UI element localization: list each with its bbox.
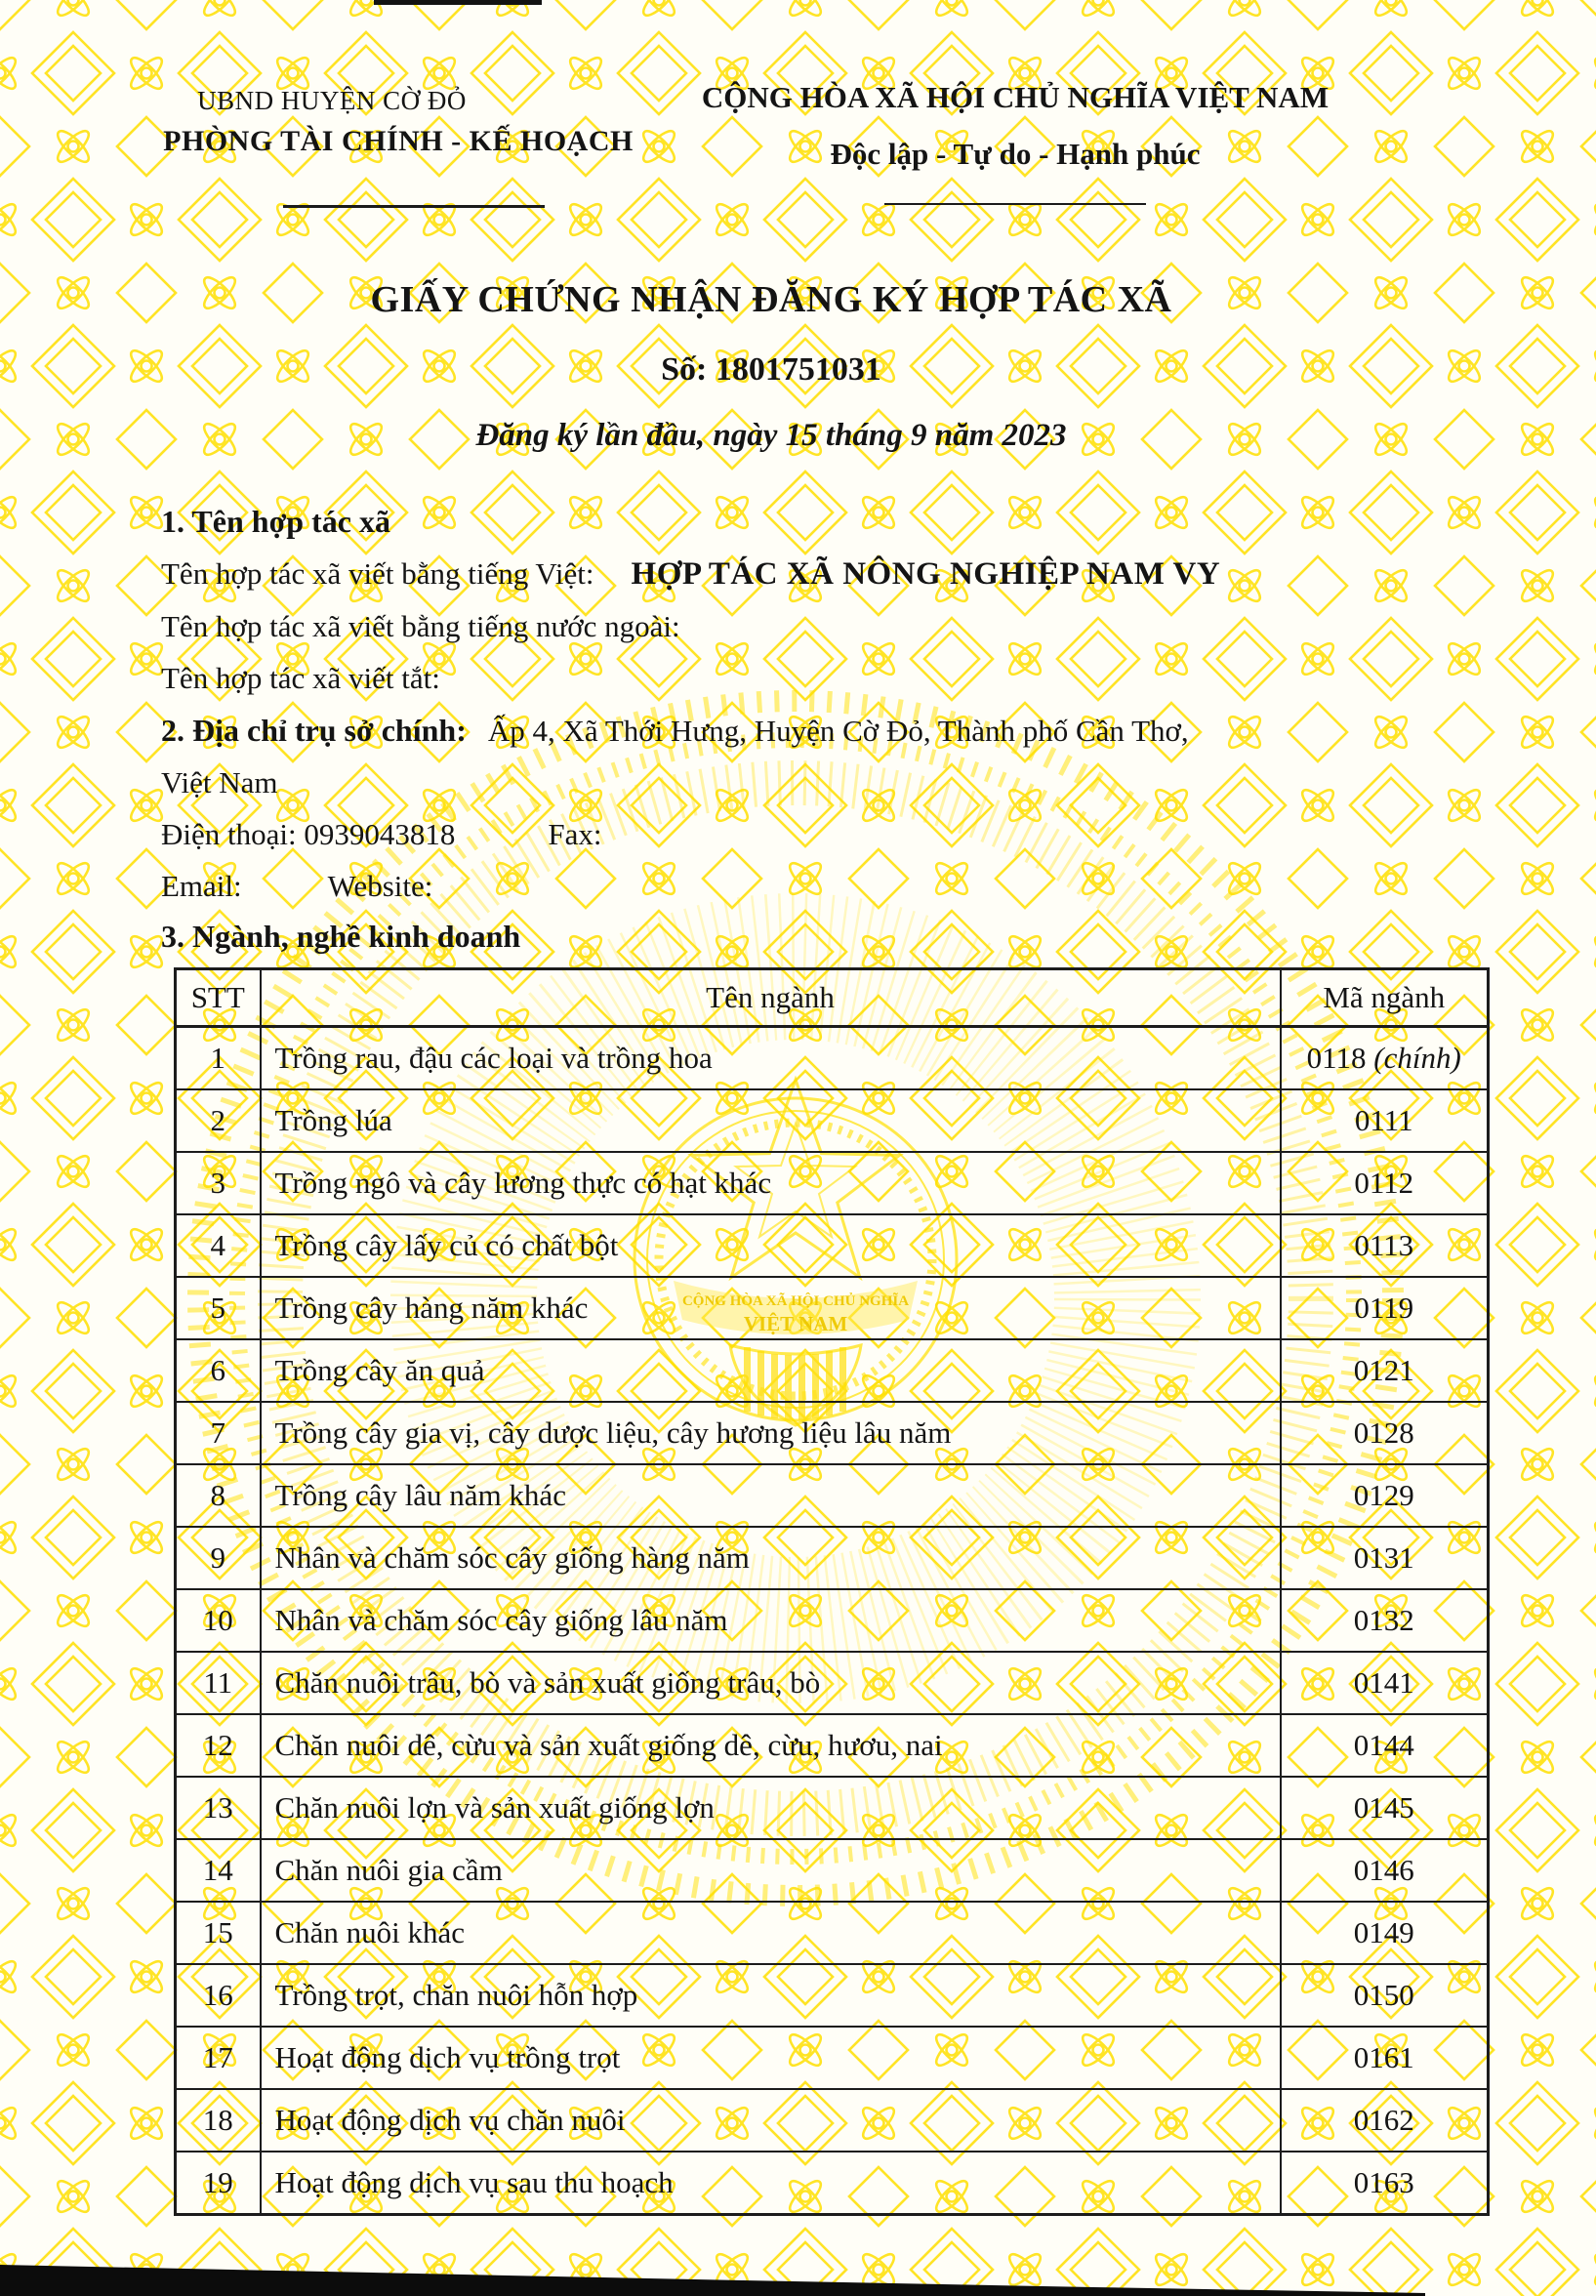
table-row [176,1777,1489,1839]
cell-industry-name: Trồng rau, đậu các loại và trồng hoa [261,1027,1281,1090]
cell-industry-name: Trồng cây hàng năm khác [261,1277,1281,1339]
cell-stt: 2 [176,1089,261,1152]
cell-stt: 19 [176,2152,261,2215]
issuer-parent-org: UBND HUYỆN CỜ ĐỎ [197,86,467,115]
website-label: Website: [327,869,433,903]
table-row [176,1214,1489,1277]
registration-note: Đăng ký lần đầu, ngày 15 tháng 9 năm 2023 [475,418,1067,453]
industry-table-body [176,1027,1489,2215]
address-value-line1: Ấp 4, Xã Thới Hưng, Huyện Cờ Đỏ, Thành phố Cần Thơ, [487,714,1189,748]
code-main-note: (chính) [1366,1041,1461,1075]
table-row [176,1714,1489,1777]
cell-industry-code: 0150 [1281,1964,1489,2027]
coop-name-foreign-label: Tên hợp tác xã viết bằng tiếng nước ngoài: [161,609,680,643]
cell-industry-name: Trồng trọt, chăn nuôi hỗn hợp [261,1964,1281,2027]
cell-industry-code: 0128 [1281,1402,1489,1464]
cell-industry-name: Trồng cây ăn quả [261,1339,1281,1402]
email-website-line [161,869,432,904]
left-header-rule [283,205,545,208]
cell-industry-code: 0146 [1281,1839,1489,1902]
industry-table [174,967,1490,2216]
issuer-department: PHÒNG TÀI CHÍNH - KẾ HOẠCH [163,125,634,157]
phone-fax-line [161,817,601,852]
cell-industry-code: 0121 [1281,1339,1489,1402]
cell-industry-code: 0163 [1281,2152,1489,2215]
emblem-ribbon-text-2: VIỆT NAM [743,1312,848,1335]
cell-industry-code: 0111 [1281,1089,1489,1152]
col-header-code: Mã ngành [1281,969,1489,1027]
cell-industry-code: 0161 [1281,2027,1489,2089]
cell-stt: 8 [176,1464,261,1527]
phone-label: Điện thoại: [161,817,297,851]
cell-industry-code: 0145 [1281,1777,1489,1839]
cell-stt: 11 [176,1652,261,1714]
table-row [176,1089,1489,1152]
cell-industry-name: Nhân và chăm sóc cây giống lâu năm [261,1589,1281,1652]
cell-industry-name: Chăn nuôi gia cầm [261,1839,1281,1902]
cell-industry-code: 0149 [1281,1902,1489,1964]
table-row [176,2152,1489,2215]
cell-industry-code: 0131 [1281,1527,1489,1589]
coop-name-vi-value: HỢP TÁC XÃ NÔNG NGHIỆP NAM VY [631,556,1221,592]
cell-industry-code: 0129 [1281,1464,1489,1527]
cell-stt: 15 [176,1902,261,1964]
cell-industry-code: 0118 (chính) [1281,1027,1489,1090]
table-row [176,2027,1489,2089]
table-row [176,1027,1489,1090]
cell-industry-name: Trồng cây gia vị, cây dược liệu, cây hương liệu lâu năm [261,1402,1281,1464]
table-row [176,1652,1489,1714]
cell-industry-name: Trồng cây lâu năm khác [261,1464,1281,1527]
section1-heading: 1. Tên hợp tác xã [161,504,390,539]
table-row [176,1277,1489,1339]
cell-industry-name: Hoạt động dịch vụ trồng trọt [261,2027,1281,2089]
cell-stt: 17 [176,2027,261,2089]
certificate-title: GIẤY CHỨNG NHẬN ĐĂNG KÝ HỢP TÁC XÃ [370,279,1172,320]
table-row [176,1589,1489,1652]
cell-industry-code: 0141 [1281,1652,1489,1714]
cell-industry-code: 0119 [1281,1277,1489,1339]
right-header-rule [884,203,1146,205]
table-row [176,1152,1489,1214]
cell-industry-name: Chăn nuôi lợn và sản xuất giống lợn [261,1777,1281,1839]
cell-stt: 5 [176,1277,261,1339]
cell-industry-name: Chăn nuôi dê, cừu và sản xuất giống dê, cừu, hươu, nai [261,1714,1281,1777]
cell-industry-name: Trồng ngô và cây lương thực có hạt khác [261,1152,1281,1214]
emblem-ribbon-text-1: CỘNG HÒA XÃ HỘI CHỦ NGHĨA [681,1293,910,1309]
coop-name-vi-line [161,556,1220,593]
cell-stt: 12 [176,1714,261,1777]
cell-industry-name: Hoạt động dịch vụ sau thu hoạch [261,2152,1281,2215]
cell-industry-code: 0113 [1281,1214,1489,1277]
table-row [176,1902,1489,1964]
national-motto-line2: Độc lập - Tự do - Hạnh phúc [830,137,1201,171]
certificate-number: Số: 1801751031 [661,351,881,388]
cell-industry-name: Trồng cây lấy củ có chất bột [261,1214,1281,1277]
address-value-line2: Việt Nam [161,765,278,800]
coop-name-short-label: Tên hợp tác xã viết tắt: [161,661,440,695]
table-row [176,1402,1489,1464]
cell-stt: 10 [176,1589,261,1652]
section2-heading: 2. Địa chỉ trụ sở chính: [161,713,467,748]
cell-stt: 7 [176,1402,261,1464]
table-row [176,1839,1489,1902]
table-row [176,1339,1489,1402]
cell-stt: 6 [176,1339,261,1402]
address-line [161,713,1189,749]
email-label: Email: [161,869,242,903]
cell-stt: 3 [176,1152,261,1214]
cell-industry-name: Nhân và chăm sóc cây giống hàng năm [261,1527,1281,1589]
cell-industry-name: Trồng lúa [261,1089,1281,1152]
cell-stt: 4 [176,1214,261,1277]
cell-industry-code: 0112 [1281,1152,1489,1214]
national-motto-line1: CỘNG HÒA XÃ HỘI CHỦ NGHĨA VIỆT NAM [701,80,1330,114]
cell-stt: 13 [176,1777,261,1839]
section3-heading: 3. Ngành, nghề kinh doanh [161,919,521,954]
col-header-name: Tên ngành [261,969,1281,1027]
table-row [176,1964,1489,2027]
table-header-row [176,969,1489,1027]
col-header-stt: STT [176,969,261,1027]
cell-stt: 1 [176,1027,261,1090]
fax-label: Fax: [548,817,602,851]
cell-stt: 14 [176,1839,261,1902]
cell-stt: 16 [176,1964,261,2027]
table-row [176,1527,1489,1589]
cell-industry-name: Chăn nuôi khác [261,1902,1281,1964]
cell-industry-code: 0132 [1281,1589,1489,1652]
cell-industry-code: 0162 [1281,2089,1489,2152]
cell-stt: 9 [176,1527,261,1589]
coop-name-vi-label: Tên hợp tác xã viết bằng tiếng Việt: [161,556,594,591]
cell-industry-name: Hoạt động dịch vụ chăn nuôi [261,2089,1281,2152]
table-row [176,2089,1489,2152]
table-row [176,1464,1489,1527]
phone-value: 0939043818 [304,817,456,851]
cell-industry-code: 0144 [1281,1714,1489,1777]
cell-industry-name: Chăn nuôi trâu, bò và sản xuất giống trâu, bò [261,1652,1281,1714]
cell-stt: 18 [176,2089,261,2152]
